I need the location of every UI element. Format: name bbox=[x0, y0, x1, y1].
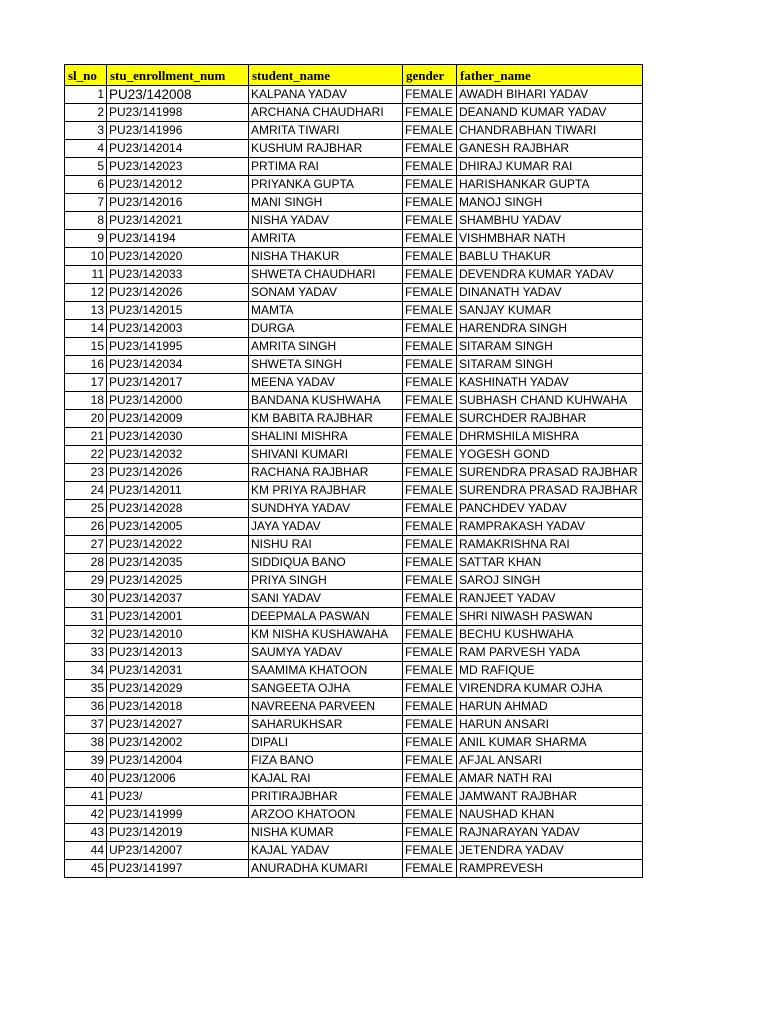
table-row bbox=[65, 446, 643, 464]
cell-sl-no[interactable]: 6 bbox=[65, 176, 107, 194]
cell-enrollment-num[interactable]: PU23/142010 bbox=[107, 626, 249, 644]
cell-gender[interactable]: FEMALE bbox=[403, 338, 457, 356]
cell-student-name[interactable]: SHIVANI KUMARI bbox=[249, 446, 403, 464]
cell-father-name[interactable]: PANCHDEV YADAV bbox=[457, 500, 643, 518]
cell-sl-no[interactable]: 18 bbox=[65, 392, 107, 410]
cell-gender[interactable]: FEMALE bbox=[403, 554, 457, 572]
cell-gender[interactable]: FEMALE bbox=[403, 248, 457, 266]
cell-sl-no[interactable]: 5 bbox=[65, 158, 107, 176]
cell-father-name[interactable]: MANOJ SINGH bbox=[457, 194, 643, 212]
cell-sl-no[interactable]: 15 bbox=[65, 338, 107, 356]
cell-sl-no[interactable]: 40 bbox=[65, 770, 107, 788]
cell-student-name[interactable]: RACHANA RAJBHAR bbox=[249, 464, 403, 482]
cell-sl-no[interactable]: 23 bbox=[65, 464, 107, 482]
cell-enrollment-num[interactable]: PU23/ bbox=[107, 788, 249, 806]
cell-student-name[interactable]: ANURADHA KUMARI bbox=[249, 860, 403, 878]
cell-student-name[interactable]: SAHARUKHSAR bbox=[249, 716, 403, 734]
table-row bbox=[65, 194, 643, 212]
cell-sl-no[interactable]: 32 bbox=[65, 626, 107, 644]
table-row bbox=[65, 410, 643, 428]
cell-enrollment-num[interactable]: PU23/142016 bbox=[107, 194, 249, 212]
cell-sl-no[interactable]: 2 bbox=[65, 104, 107, 122]
cell-student-name[interactable]: SHALINI MISHRA bbox=[249, 428, 403, 446]
table-row bbox=[65, 104, 643, 122]
cell-gender[interactable]: FEMALE bbox=[403, 392, 457, 410]
cell-student-name[interactable]: NISHU RAI bbox=[249, 536, 403, 554]
cell-gender[interactable]: FEMALE bbox=[403, 284, 457, 302]
cell-student-name[interactable]: KAJAL RAI bbox=[249, 770, 403, 788]
table-row bbox=[65, 320, 643, 338]
cell-enrollment-num[interactable]: PU23/142020 bbox=[107, 248, 249, 266]
cell-sl-no[interactable]: 26 bbox=[65, 518, 107, 536]
cell-enrollment-num[interactable]: PU23/142001 bbox=[107, 608, 249, 626]
cell-gender[interactable]: FEMALE bbox=[403, 806, 457, 824]
table-row bbox=[65, 554, 643, 572]
cell-student-name[interactable]: SANGEETA OJHA bbox=[249, 680, 403, 698]
cell-enrollment-num[interactable]: PU23/142026 bbox=[107, 464, 249, 482]
cell-father-name[interactable]: SUBHASH CHAND KUHWAHA bbox=[457, 392, 643, 410]
cell-sl-no[interactable]: 41 bbox=[65, 788, 107, 806]
cell-gender[interactable]: FEMALE bbox=[403, 302, 457, 320]
cell-father-name[interactable]: SURENDRA PRASAD RAJBHAR bbox=[457, 482, 643, 500]
cell-sl-no[interactable]: 11 bbox=[65, 266, 107, 284]
table-row bbox=[65, 680, 643, 698]
cell-enrollment-num[interactable]: PU23/141995 bbox=[107, 338, 249, 356]
table-row bbox=[65, 140, 643, 158]
cell-gender[interactable]: FEMALE bbox=[403, 770, 457, 788]
cell-father-name[interactable]: RANJEET YADAV bbox=[457, 590, 643, 608]
cell-gender[interactable]: FEMALE bbox=[403, 212, 457, 230]
cell-sl-no[interactable]: 14 bbox=[65, 320, 107, 338]
cell-sl-no[interactable]: 34 bbox=[65, 662, 107, 680]
cell-student-name[interactable]: NAVREENA PARVEEN bbox=[249, 698, 403, 716]
cell-enrollment-num[interactable]: PU23/141997 bbox=[107, 860, 249, 878]
table-row bbox=[65, 212, 643, 230]
cell-enrollment-num[interactable]: PU23/142026 bbox=[107, 284, 249, 302]
cell-enrollment-num[interactable]: PU23/142012 bbox=[107, 176, 249, 194]
cell-gender[interactable]: FEMALE bbox=[403, 410, 457, 428]
table-row bbox=[65, 356, 643, 374]
cell-gender[interactable]: FEMALE bbox=[403, 716, 457, 734]
cell-student-name[interactable]: MANI SINGH bbox=[249, 194, 403, 212]
cell-student-name[interactable]: KAJAL YADAV bbox=[249, 842, 403, 860]
cell-gender[interactable]: FEMALE bbox=[403, 608, 457, 626]
spreadsheet bbox=[64, 64, 642, 878]
cell-sl-no[interactable]: 31 bbox=[65, 608, 107, 626]
table-row bbox=[65, 428, 643, 446]
cell-father-name[interactable]: AMAR NATH RAI bbox=[457, 770, 643, 788]
cell-student-name[interactable]: SAAMIMA KHATOON bbox=[249, 662, 403, 680]
cell-father-name[interactable]: DEVENDRA KUMAR YADAV bbox=[457, 266, 643, 284]
cell-father-name[interactable]: YOGESH GOND bbox=[457, 446, 643, 464]
cell-student-name[interactable]: KM NISHA KUSHAWAHA bbox=[249, 626, 403, 644]
cell-gender[interactable]: FEMALE bbox=[403, 662, 457, 680]
cell-student-name[interactable]: NISHA YADAV bbox=[249, 212, 403, 230]
cell-enrollment-num[interactable]: PU23/142031 bbox=[107, 662, 249, 680]
cell-student-name[interactable]: NISHA THAKUR bbox=[249, 248, 403, 266]
table-row bbox=[65, 698, 643, 716]
cell-enrollment-num[interactable]: PU23/142004 bbox=[107, 752, 249, 770]
table-row bbox=[65, 248, 643, 266]
table-row bbox=[65, 374, 643, 392]
table-row bbox=[65, 392, 643, 410]
cell-sl-no[interactable]: 4 bbox=[65, 140, 107, 158]
cell-student-name[interactable]: PRITIRAJBHAR bbox=[249, 788, 403, 806]
cell-father-name[interactable]: DHIRAJ KUMAR RAI bbox=[457, 158, 643, 176]
cell-father-name[interactable]: RAJNARAYAN YADAV bbox=[457, 824, 643, 842]
table-row bbox=[65, 122, 643, 140]
cell-gender[interactable]: FEMALE bbox=[403, 590, 457, 608]
table-row bbox=[65, 590, 643, 608]
table-row bbox=[65, 302, 643, 320]
cell-father-name[interactable]: AFJAL ANSARI bbox=[457, 752, 643, 770]
cell-student-name[interactable]: BANDANA KUSHWAHA bbox=[249, 392, 403, 410]
table-row bbox=[65, 158, 643, 176]
table-row bbox=[65, 518, 643, 536]
cell-father-name[interactable]: RAMAKRISHNA RAI bbox=[457, 536, 643, 554]
cell-gender[interactable]: FEMALE bbox=[403, 788, 457, 806]
cell-gender[interactable]: FEMALE bbox=[403, 734, 457, 752]
table-row bbox=[65, 482, 643, 500]
cell-enrollment-num[interactable]: PU23/142008 bbox=[107, 86, 249, 104]
cell-enrollment-num[interactable]: PU23/141999 bbox=[107, 806, 249, 824]
cell-enrollment-num[interactable]: PU23/142032 bbox=[107, 446, 249, 464]
table-row bbox=[65, 608, 643, 626]
cell-sl-no[interactable]: 30 bbox=[65, 590, 107, 608]
cell-sl-no[interactable]: 37 bbox=[65, 716, 107, 734]
table-row bbox=[65, 266, 643, 284]
student-table bbox=[64, 64, 643, 878]
cell-father-name[interactable]: JETENDRA YADAV bbox=[457, 842, 643, 860]
cell-sl-no[interactable]: 28 bbox=[65, 554, 107, 572]
cell-father-name[interactable]: HARUN ANSARI bbox=[457, 716, 643, 734]
cell-sl-no[interactable]: 27 bbox=[65, 536, 107, 554]
cell-student-name[interactable]: KUSHUM RAJBHAR bbox=[249, 140, 403, 158]
cell-sl-no[interactable]: 1 bbox=[65, 86, 107, 104]
cell-student-name[interactable]: ARCHANA CHAUDHARI bbox=[249, 104, 403, 122]
cell-student-name[interactable]: FIZA BANO bbox=[249, 752, 403, 770]
table-row bbox=[65, 230, 643, 248]
cell-gender[interactable]: FEMALE bbox=[403, 194, 457, 212]
cell-enrollment-num[interactable]: PU23/142034 bbox=[107, 356, 249, 374]
cell-enrollment-num[interactable]: PU23/142027 bbox=[107, 716, 249, 734]
cell-gender[interactable]: FEMALE bbox=[403, 122, 457, 140]
table-row bbox=[65, 716, 643, 734]
cell-enrollment-num[interactable]: PU23/142009 bbox=[107, 410, 249, 428]
table-row bbox=[65, 860, 643, 878]
table-row bbox=[65, 734, 643, 752]
cell-student-name[interactable]: KALPANA YADAV bbox=[249, 86, 403, 104]
cell-enrollment-num[interactable]: PU23/142002 bbox=[107, 734, 249, 752]
cell-sl-no[interactable]: 38 bbox=[65, 734, 107, 752]
cell-father-name[interactable]: ANIL KUMAR SHARMA bbox=[457, 734, 643, 752]
cell-student-name[interactable]: AMRITA bbox=[249, 230, 403, 248]
cell-gender[interactable]: FEMALE bbox=[403, 518, 457, 536]
cell-father-name[interactable]: SITARAM SINGH bbox=[457, 338, 643, 356]
table-row bbox=[65, 644, 643, 662]
cell-father-name[interactable]: HARISHANKAR GUPTA bbox=[457, 176, 643, 194]
cell-gender[interactable]: FEMALE bbox=[403, 680, 457, 698]
cell-gender[interactable]: FEMALE bbox=[403, 626, 457, 644]
cell-gender[interactable]: FEMALE bbox=[403, 86, 457, 104]
table-row bbox=[65, 788, 643, 806]
cell-enrollment-num[interactable]: PU23/142000 bbox=[107, 392, 249, 410]
cell-father-name[interactable]: SANJAY KUMAR bbox=[457, 302, 643, 320]
cell-sl-no[interactable]: 39 bbox=[65, 752, 107, 770]
cell-father-name[interactable]: DINANATH YADAV bbox=[457, 284, 643, 302]
cell-father-name[interactable]: RAMPREVESH bbox=[457, 860, 643, 878]
cell-gender[interactable]: FEMALE bbox=[403, 320, 457, 338]
cell-father-name[interactable]: RAM PARVESH YADA bbox=[457, 644, 643, 662]
cell-sl-no[interactable]: 3 bbox=[65, 122, 107, 140]
cell-enrollment-num[interactable]: PU23/142028 bbox=[107, 500, 249, 518]
cell-father-name[interactable]: NAUSHAD KHAN bbox=[457, 806, 643, 824]
table-row bbox=[65, 770, 643, 788]
header-father-name[interactable]: father_name bbox=[457, 65, 643, 86]
cell-father-name[interactable]: DEANAND KUMAR YADAV bbox=[457, 104, 643, 122]
cell-gender[interactable]: FEMALE bbox=[403, 482, 457, 500]
cell-student-name[interactable]: SANI YADAV bbox=[249, 590, 403, 608]
cell-student-name[interactable]: KM PRIYA RAJBHAR bbox=[249, 482, 403, 500]
cell-student-name[interactable]: ARZOO KHATOON bbox=[249, 806, 403, 824]
cell-father-name[interactable]: MD RAFIQUE bbox=[457, 662, 643, 680]
cell-gender[interactable]: FEMALE bbox=[403, 140, 457, 158]
cell-gender[interactable]: FEMALE bbox=[403, 464, 457, 482]
cell-student-name[interactable]: DIPALI bbox=[249, 734, 403, 752]
table-row bbox=[65, 284, 643, 302]
cell-sl-no[interactable]: 17 bbox=[65, 374, 107, 392]
cell-father-name[interactable]: BABLU THAKUR bbox=[457, 248, 643, 266]
cell-gender[interactable]: FEMALE bbox=[403, 860, 457, 878]
cell-student-name[interactable]: MEENA YADAV bbox=[249, 374, 403, 392]
cell-gender[interactable]: FEMALE bbox=[403, 446, 457, 464]
cell-father-name[interactable]: VIRENDRA KUMAR OJHA bbox=[457, 680, 643, 698]
cell-father-name[interactable]: KASHINATH YADAV bbox=[457, 374, 643, 392]
header-sl-no[interactable]: sl_no bbox=[65, 65, 107, 86]
cell-sl-no[interactable]: 20 bbox=[65, 410, 107, 428]
cell-sl-no[interactable]: 43 bbox=[65, 824, 107, 842]
cell-enrollment-num[interactable]: PU23/142014 bbox=[107, 140, 249, 158]
cell-sl-no[interactable]: 25 bbox=[65, 500, 107, 518]
cell-enrollment-num[interactable]: PU23/142019 bbox=[107, 824, 249, 842]
cell-enrollment-num[interactable]: PU23/142011 bbox=[107, 482, 249, 500]
cell-student-name[interactable]: AMRITA TIWARI bbox=[249, 122, 403, 140]
table-row bbox=[65, 752, 643, 770]
cell-student-name[interactable]: SONAM YADAV bbox=[249, 284, 403, 302]
cell-gender[interactable]: FEMALE bbox=[403, 104, 457, 122]
cell-enrollment-num[interactable]: PU23/142033 bbox=[107, 266, 249, 284]
cell-father-name[interactable]: SHRI NIWASH PASWAN bbox=[457, 608, 643, 626]
table-row bbox=[65, 464, 643, 482]
cell-father-name[interactable]: GANESH RAJBHAR bbox=[457, 140, 643, 158]
cell-father-name[interactable]: SURCHDER RAJBHAR bbox=[457, 410, 643, 428]
cell-enrollment-num[interactable]: PU23/142037 bbox=[107, 590, 249, 608]
cell-enrollment-num[interactable]: PU23/14194 bbox=[107, 230, 249, 248]
cell-sl-no[interactable]: 42 bbox=[65, 806, 107, 824]
cell-gender[interactable]: FEMALE bbox=[403, 536, 457, 554]
cell-gender[interactable]: FEMALE bbox=[403, 266, 457, 284]
cell-gender[interactable]: FEMALE bbox=[403, 428, 457, 446]
cell-sl-no[interactable]: 10 bbox=[65, 248, 107, 266]
cell-student-name[interactable]: SAUMYA YADAV bbox=[249, 644, 403, 662]
cell-father-name[interactable]: SHAMBHU YADAV bbox=[457, 212, 643, 230]
cell-gender[interactable]: FEMALE bbox=[403, 230, 457, 248]
cell-enrollment-num[interactable]: PU23/142013 bbox=[107, 644, 249, 662]
cell-father-name[interactable]: SATTAR KHAN bbox=[457, 554, 643, 572]
table-row bbox=[65, 806, 643, 824]
header-gender[interactable]: gender bbox=[403, 65, 457, 86]
cell-father-name[interactable]: AWADH BIHARI YADAV bbox=[457, 86, 643, 104]
cell-gender[interactable]: FEMALE bbox=[403, 158, 457, 176]
cell-sl-no[interactable]: 33 bbox=[65, 644, 107, 662]
cell-enrollment-num[interactable]: PU23/142023 bbox=[107, 158, 249, 176]
cell-sl-no[interactable]: 35 bbox=[65, 680, 107, 698]
cell-gender[interactable]: FEMALE bbox=[403, 644, 457, 662]
cell-enrollment-num[interactable]: UP23/142007 bbox=[107, 842, 249, 860]
table-row bbox=[65, 86, 643, 104]
cell-enrollment-num[interactable]: PU23/142017 bbox=[107, 374, 249, 392]
cell-student-name[interactable]: SHWETA SINGH bbox=[249, 356, 403, 374]
cell-father-name[interactable]: RAMPRAKASH YADAV bbox=[457, 518, 643, 536]
cell-father-name[interactable]: SITARAM SINGH bbox=[457, 356, 643, 374]
cell-father-name[interactable]: CHANDRABHAN TIWARI bbox=[457, 122, 643, 140]
cell-enrollment-num[interactable]: PU23/142003 bbox=[107, 320, 249, 338]
cell-enrollment-num[interactable]: PU23/142035 bbox=[107, 554, 249, 572]
cell-father-name[interactable]: BECHU KUSHWAHA bbox=[457, 626, 643, 644]
cell-father-name[interactable]: DHRMSHILA MISHRA bbox=[457, 428, 643, 446]
cell-sl-no[interactable]: 45 bbox=[65, 860, 107, 878]
cell-sl-no[interactable]: 24 bbox=[65, 482, 107, 500]
cell-student-name[interactable]: JAYA YADAV bbox=[249, 518, 403, 536]
table-row bbox=[65, 842, 643, 860]
cell-enrollment-num[interactable]: PU23/142015 bbox=[107, 302, 249, 320]
cell-enrollment-num[interactable]: PU23/142018 bbox=[107, 698, 249, 716]
cell-gender[interactable]: FEMALE bbox=[403, 356, 457, 374]
cell-enrollment-num[interactable]: PU23/141998 bbox=[107, 104, 249, 122]
cell-sl-no[interactable]: 29 bbox=[65, 572, 107, 590]
header-enrollment-num[interactable]: stu_enrollment_num bbox=[107, 65, 249, 86]
cell-student-name[interactable]: NISHA KUMAR bbox=[249, 824, 403, 842]
cell-sl-no[interactable]: 8 bbox=[65, 212, 107, 230]
cell-enrollment-num[interactable]: PU23/12006 bbox=[107, 770, 249, 788]
cell-sl-no[interactable]: 12 bbox=[65, 284, 107, 302]
table-row bbox=[65, 824, 643, 842]
table-row bbox=[65, 572, 643, 590]
cell-enrollment-num[interactable]: PU23/142021 bbox=[107, 212, 249, 230]
cell-student-name[interactable]: DEEPMALA PASWAN bbox=[249, 608, 403, 626]
cell-gender[interactable]: FEMALE bbox=[403, 500, 457, 518]
cell-student-name[interactable]: KM BABITA RAJBHAR bbox=[249, 410, 403, 428]
cell-enrollment-num[interactable]: PU23/142022 bbox=[107, 536, 249, 554]
cell-sl-no[interactable]: 13 bbox=[65, 302, 107, 320]
cell-student-name[interactable]: MAMTA bbox=[249, 302, 403, 320]
cell-sl-no[interactable]: 22 bbox=[65, 446, 107, 464]
header-row bbox=[65, 65, 643, 86]
cell-gender[interactable]: FEMALE bbox=[403, 698, 457, 716]
cell-father-name[interactable]: HARUN AHMAD bbox=[457, 698, 643, 716]
cell-gender[interactable]: FEMALE bbox=[403, 176, 457, 194]
cell-sl-no[interactable]: 36 bbox=[65, 698, 107, 716]
cell-father-name[interactable]: HARENDRA SINGH bbox=[457, 320, 643, 338]
cell-sl-no[interactable]: 44 bbox=[65, 842, 107, 860]
cell-student-name[interactable]: DURGA bbox=[249, 320, 403, 338]
cell-student-name[interactable]: PRIYA SINGH bbox=[249, 572, 403, 590]
cell-enrollment-num[interactable]: PU23/142025 bbox=[107, 572, 249, 590]
cell-father-name[interactable]: SURENDRA PRASAD RAJBHAR bbox=[457, 464, 643, 482]
cell-sl-no[interactable]: 16 bbox=[65, 356, 107, 374]
cell-gender[interactable]: FEMALE bbox=[403, 842, 457, 860]
cell-sl-no[interactable]: 9 bbox=[65, 230, 107, 248]
cell-student-name[interactable]: SHWETA CHAUDHARI bbox=[249, 266, 403, 284]
cell-gender[interactable]: FEMALE bbox=[403, 572, 457, 590]
cell-father-name[interactable]: SAROJ SINGH bbox=[457, 572, 643, 590]
table-row bbox=[65, 338, 643, 356]
cell-father-name[interactable]: VISHMBHAR NATH bbox=[457, 230, 643, 248]
cell-enrollment-num[interactable]: PU23/142005 bbox=[107, 518, 249, 536]
cell-enrollment-num[interactable]: PU23/141996 bbox=[107, 122, 249, 140]
table-row bbox=[65, 500, 643, 518]
cell-gender[interactable]: FEMALE bbox=[403, 374, 457, 392]
table-row bbox=[65, 176, 643, 194]
cell-student-name[interactable]: PRTIMA RAI bbox=[249, 158, 403, 176]
cell-father-name[interactable]: JAMWANT RAJBHAR bbox=[457, 788, 643, 806]
cell-student-name[interactable]: PRIYANKA GUPTA bbox=[249, 176, 403, 194]
cell-student-name[interactable]: SUNDHYA YADAV bbox=[249, 500, 403, 518]
header-student-name[interactable]: student_name bbox=[249, 65, 403, 86]
cell-gender[interactable]: FEMALE bbox=[403, 824, 457, 842]
table-row bbox=[65, 662, 643, 680]
cell-sl-no[interactable]: 21 bbox=[65, 428, 107, 446]
cell-enrollment-num[interactable]: PU23/142030 bbox=[107, 428, 249, 446]
cell-student-name[interactable]: AMRITA SINGH bbox=[249, 338, 403, 356]
cell-student-name[interactable]: SIDDIQUA BANO bbox=[249, 554, 403, 572]
cell-sl-no[interactable]: 7 bbox=[65, 194, 107, 212]
table-row bbox=[65, 626, 643, 644]
cell-enrollment-num[interactable]: PU23/142029 bbox=[107, 680, 249, 698]
table-row bbox=[65, 536, 643, 554]
cell-gender[interactable]: FEMALE bbox=[403, 752, 457, 770]
